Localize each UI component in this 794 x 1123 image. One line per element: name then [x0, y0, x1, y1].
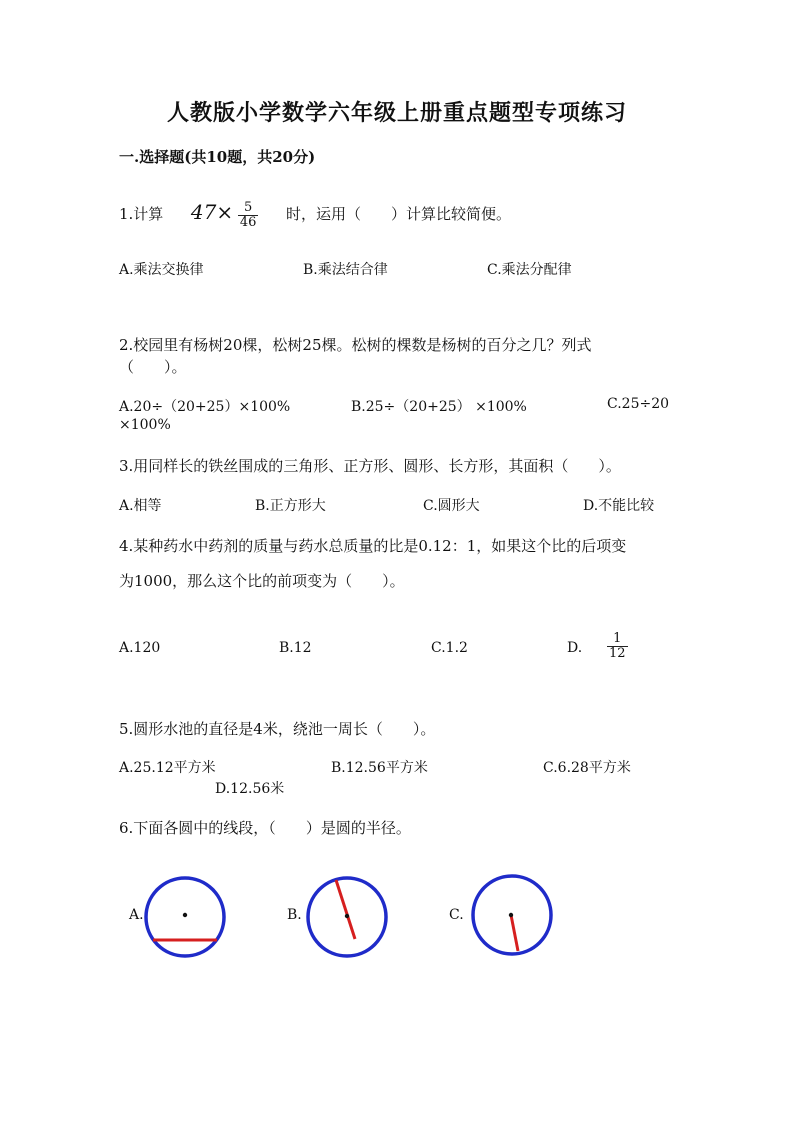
question-2-line1: 2.校园里有杨树20棵，松树25棵。松树的棵数是杨树的百分之几？列式 — [119, 336, 592, 354]
center-dot — [509, 913, 513, 917]
q5-option-b[interactable]: B.12.56平方米 — [331, 760, 428, 776]
question-2-line2: （ ）。 — [119, 358, 187, 376]
q2-option-c[interactable]: C.25÷20 — [607, 396, 670, 412]
fraction-numerator: 1 — [613, 631, 622, 646]
q4-option-c[interactable]: C.1.2 — [431, 640, 468, 656]
section-heading: 一.选择题(共10题，共20分) — [119, 148, 316, 166]
q4-option-d-fraction — [607, 632, 628, 661]
q4-option-d[interactable]: D. — [567, 640, 583, 656]
question-5: 5.圆形水池的直径是4米，绕池一周长（ ）。 — [119, 720, 436, 738]
fraction-numerator: 5 — [244, 199, 253, 215]
q6-circle-c[interactable] — [470, 873, 554, 957]
question-1 — [119, 200, 511, 230]
diameter-like-segment — [336, 880, 355, 939]
q3-option-b[interactable]: B.正方形大 — [255, 498, 326, 514]
question-1-fraction — [238, 201, 259, 230]
question-1-suffix: 时，运用（ ）计算比较简便。 — [285, 205, 511, 223]
q1-option-c[interactable]: C.乘法分配律 — [487, 262, 572, 278]
center-dot — [345, 914, 349, 918]
q5-option-d[interactable]: D.12.56米 — [215, 781, 285, 797]
q4-option-a[interactable]: A.120 — [119, 640, 161, 656]
q6-circle-a[interactable] — [143, 875, 227, 959]
q2-option-a[interactable]: A.20÷（20+25）×100% — [119, 399, 291, 415]
question-1-prefix: 1.计算 — [119, 205, 164, 223]
question-1-expression: 47× — [190, 200, 234, 224]
q1-option-a[interactable]: A.乘法交换律 — [119, 262, 204, 278]
question-4-line1: 4.某种药水中药剂的质量与药水总质量的比是0.12：1，如果这个比的后项变 — [119, 537, 627, 555]
q2-option-b[interactable]: B.25÷（20+25） ×100% — [351, 399, 527, 415]
q6-option-a-label[interactable]: A. — [129, 907, 144, 923]
q1-option-b[interactable]: B.乘法结合律 — [303, 262, 388, 278]
q3-option-d[interactable]: D.不能比较 — [583, 498, 655, 514]
q3-option-c[interactable]: C.圆形大 — [423, 498, 480, 514]
page-title: 人教版小学数学六年级上册重点题型专项练习 — [166, 100, 627, 126]
center-dot — [183, 913, 187, 917]
question-6: 6.下面各圆中的线段，（ ）是圆的半径。 — [119, 819, 411, 837]
question-3: 3.用同样长的铁丝围成的三角形、正方形、圆形、长方形，其面积（ ）。 — [119, 457, 621, 475]
q5-option-c[interactable]: C.6.28平方米 — [543, 760, 631, 776]
q6-option-c-label[interactable]: C. — [449, 907, 464, 923]
q3-option-a[interactable]: A.相等 — [119, 498, 162, 514]
q6-option-b-label[interactable]: B. — [287, 907, 302, 923]
radius-segment — [511, 915, 518, 951]
question-4-line2: 为1000，那么这个比的前项变为（ ）。 — [119, 572, 405, 590]
q2-option-c-continued: ×100% — [119, 417, 171, 433]
q5-option-a[interactable]: A.25.12平方米 — [119, 760, 216, 776]
fraction-denominator: 12 — [609, 646, 626, 661]
q6-circle-b[interactable] — [305, 875, 389, 959]
q4-option-b[interactable]: B.12 — [279, 640, 312, 656]
fraction-denominator: 46 — [239, 214, 257, 230]
